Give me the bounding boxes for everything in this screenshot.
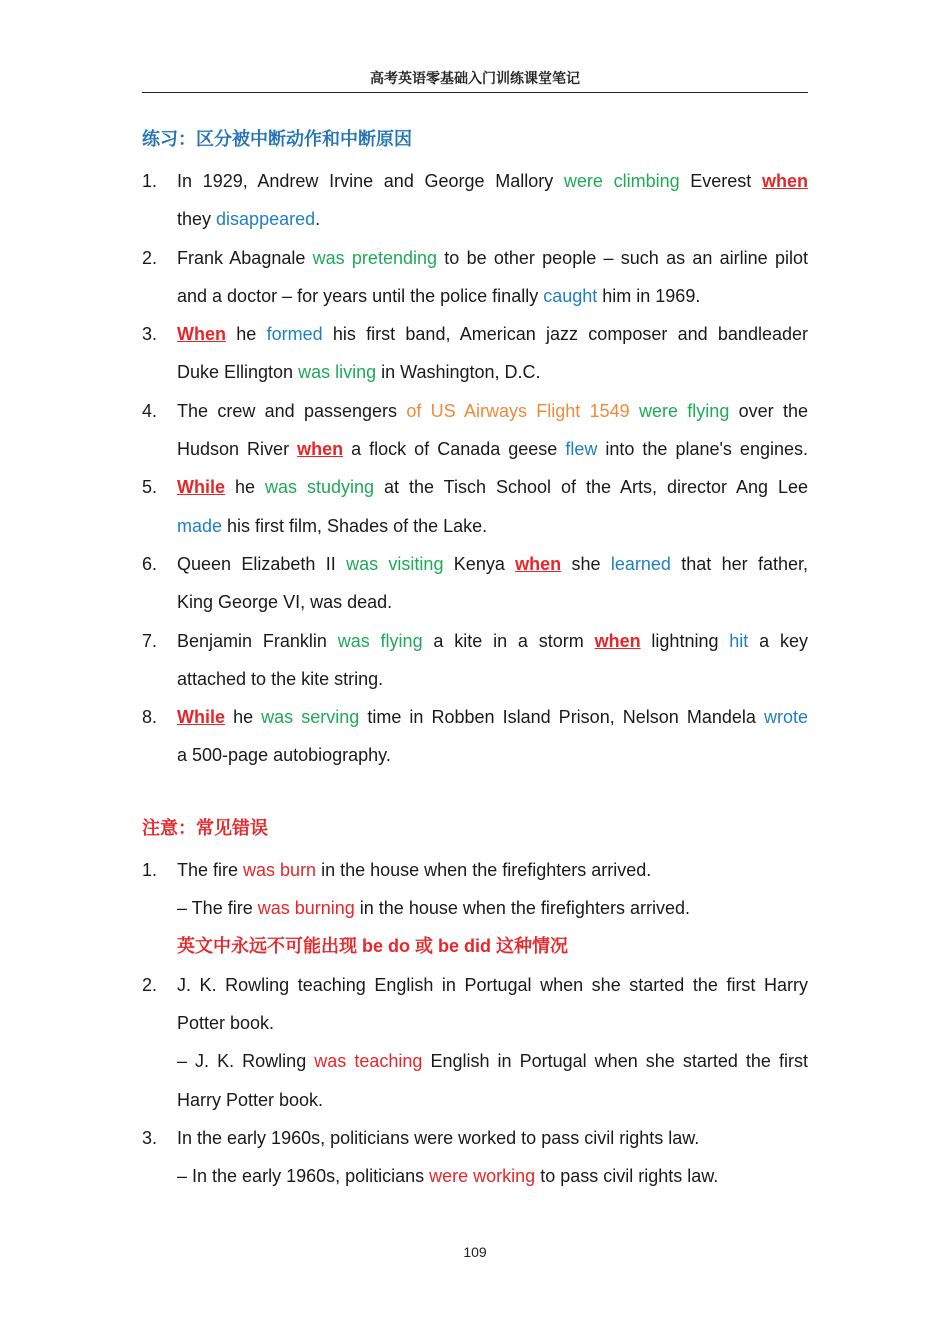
interrupted-action: was visiting (346, 553, 444, 574)
keyword: While (177, 477, 225, 498)
item-number: 8. (142, 707, 158, 728)
text: a kite in a storm (422, 630, 595, 651)
item-number: 3. (142, 1127, 158, 1148)
text: his first film, Shades of the Lake. (222, 515, 488, 536)
item-number: 1. (142, 859, 158, 880)
header-title: 高考英语零基础入门训练课堂笔记 (370, 70, 580, 86)
text: Duke Ellington (177, 362, 299, 383)
interrupting-action: disappeared (216, 209, 316, 230)
text: Frank Abagnale (177, 247, 313, 268)
exercise-title: 练习：区分被中断动作和中断原因 (142, 129, 412, 149)
page-content (142, 124, 808, 1195)
item-number: 7. (142, 630, 158, 651)
text: English in Portugal when she started the first (422, 1051, 808, 1072)
exercise-item (142, 239, 808, 316)
exercise-item (142, 392, 808, 469)
keyword: While (177, 707, 225, 728)
mistake-note: 英文中永远不可能出现 be do 或 be did 这种情况 (177, 936, 568, 957)
text: . (315, 209, 321, 230)
text: and a doctor – for years until the police finally (177, 285, 544, 306)
exercise-item (142, 545, 808, 622)
exercise-item (142, 698, 808, 775)
text: to pass civil rights law. (535, 1166, 719, 1187)
text: she (561, 553, 611, 574)
text: Hudson River (177, 439, 298, 460)
exercise-item (142, 622, 808, 699)
text: – In the early 1960s, politicians (177, 1166, 430, 1187)
interrupting-action: learned (610, 553, 671, 574)
text: that her father, (670, 553, 808, 574)
item-number: 2. (142, 974, 158, 995)
keyword: when (594, 630, 641, 651)
text: – The fire (177, 898, 258, 919)
item-number: 2. (142, 247, 158, 268)
interrupting-action: formed (266, 324, 323, 345)
mistake-item (142, 1119, 808, 1196)
item-number: 4. (142, 400, 158, 421)
interrupting-action: hit (729, 630, 749, 651)
interrupted-action: were climbing (563, 171, 680, 191)
text: into the plane's engines. (597, 439, 808, 460)
text: King George VI, was dead. (177, 592, 393, 613)
text: he (225, 707, 262, 728)
item-number: 5. (142, 477, 158, 498)
page-number: 109 (463, 1244, 487, 1260)
error-highlight: was burn (243, 859, 317, 880)
exercise-item (142, 315, 808, 392)
text: attached to the kite string. (177, 668, 384, 689)
keyword: When (177, 324, 226, 345)
text: at the Tisch School of the Arts, director Ang Lee (374, 477, 808, 498)
correction-highlight: was teaching (314, 1051, 423, 1072)
text: Harry Potter book. (177, 1089, 324, 1110)
text: The crew and passengers (177, 400, 407, 421)
text: a 500-page autobiography. (177, 745, 391, 766)
text (630, 401, 639, 421)
mistake-item (142, 851, 808, 966)
interrupted-action: was studying (264, 477, 375, 498)
text: In 1929, Andrew Irvine and George Mallory (177, 171, 564, 191)
text: In the early 1960s, politicians were worked to pass civil rights law. (177, 1127, 700, 1148)
text: he (226, 324, 267, 345)
interrupting-action: wrote (763, 707, 808, 728)
item-number: 6. (142, 553, 158, 574)
interrupted-action: were flying (638, 400, 730, 421)
text: J. K. Rowling teaching English in Portugal when she started the first Harry (177, 974, 808, 995)
text: The fire (177, 859, 244, 880)
subject-modifier: of US Airways Flight 1549 (406, 400, 630, 421)
text: in the house when the firefighters arrived. (354, 898, 690, 919)
text: to be other people – such as an airline pilot (437, 247, 808, 268)
text: Everest (679, 171, 762, 191)
interrupted-action: was living (298, 362, 377, 383)
text: Kenya (443, 553, 516, 574)
interrupted-action: was serving (261, 707, 360, 728)
exercise-item (142, 468, 808, 545)
text: time in Robben Island Prison, Nelson Mandela (359, 707, 764, 728)
text: Benjamin Franklin (177, 630, 338, 651)
mistakes-title: 注意：常见错误 (142, 817, 268, 838)
text: they (177, 209, 217, 230)
interrupted-action: was flying (337, 630, 423, 651)
text: a key (748, 630, 808, 651)
correction-highlight: were working (429, 1166, 536, 1187)
item-number: 1. (142, 171, 158, 191)
exercise-item (142, 162, 808, 239)
text: his first band, American jazz composer and bandleader (322, 324, 808, 345)
interrupting-action: flew (565, 439, 598, 460)
text: him in 1969. (597, 285, 701, 306)
interrupting-action: made (177, 515, 223, 536)
text: in Washington, D.C. (376, 362, 541, 383)
keyword: when (761, 171, 808, 191)
keyword: when (515, 553, 562, 574)
keyword: when (297, 439, 344, 460)
correction-highlight: was burning (257, 898, 355, 919)
text: lightning (640, 630, 730, 651)
text: in the house when the firefighters arrived. (316, 859, 652, 880)
text: Potter book. (177, 1012, 275, 1033)
interrupting-action: caught (543, 285, 598, 306)
text: a flock of Canada geese (343, 439, 566, 460)
item-number: 3. (142, 324, 158, 345)
page-header (142, 70, 808, 93)
text: over the (729, 400, 808, 421)
text: he (225, 477, 265, 498)
mistake-item (142, 966, 808, 1119)
text: Queen Elizabeth II (177, 553, 347, 574)
text: – J. K. Rowling (177, 1051, 315, 1072)
interrupted-action: was pretending (312, 247, 437, 268)
